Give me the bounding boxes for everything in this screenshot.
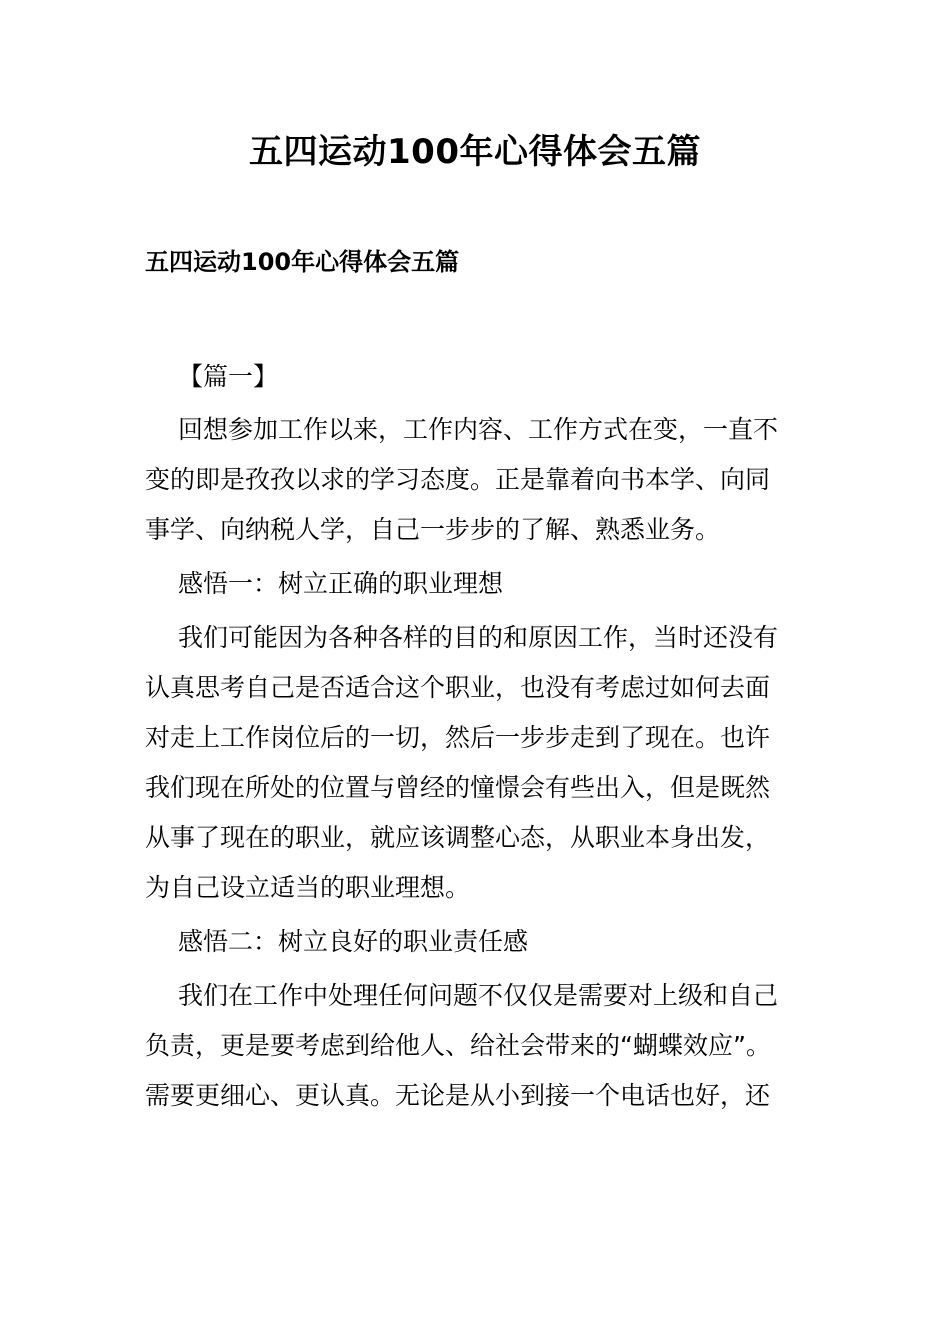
paragraph-line: 我们可能因为各种各样的目的和原因工作，当时还没有 <box>178 623 779 652</box>
paragraph-line: 事学、向纳税人学，自己一步步的了解、熟悉业务。 <box>145 515 721 544</box>
paragraph-line: 从事了现在的职业，就应该调整心态，从职业本身出发， <box>145 823 771 852</box>
heading-line: 感悟一：树立正确的职业理想 <box>178 569 504 598</box>
paragraph-line: 对走上工作岗位后的一切，然后一步步走到了现在。也许 <box>145 723 771 752</box>
paragraph-line: 回想参加工作以来，工作内容、工作方式在变，一直不 <box>178 415 779 444</box>
heading-line: 感悟二：树立良好的职业责任感 <box>178 927 529 956</box>
document-subtitle: 五四运动100年心得体会五篇 <box>145 248 460 276</box>
section-label: 【篇一】 <box>178 362 279 391</box>
paragraph-line: 需要更细心、更认真。无论是从小到接一个电话也好，还 <box>145 1081 771 1110</box>
paragraph-line: 负责，更是要考虑到给他人、给社会带来的“蝴蝶效应”。 <box>145 1031 771 1060</box>
paragraph-line: 认真思考自己是否适合这个职业，也没有考虑过如何去面 <box>145 673 771 702</box>
document-body <box>145 405 805 1121</box>
paragraph-line: 变的即是孜孜以求的学习态度。正是靠着向书本学、向同 <box>145 465 771 494</box>
paragraph-line: 我们在工作中处理任何问题不仅仅是需要对上级和自己 <box>178 981 779 1010</box>
section-label-block <box>145 352 805 402</box>
paragraph-line: 我们现在所处的位置与曾经的憧憬会有些出入，但是既然 <box>145 773 771 802</box>
paragraph-line: 为自己设立适当的职业理想。 <box>145 873 471 902</box>
document-title: 五四运动100年心得体会五篇 <box>249 132 701 172</box>
